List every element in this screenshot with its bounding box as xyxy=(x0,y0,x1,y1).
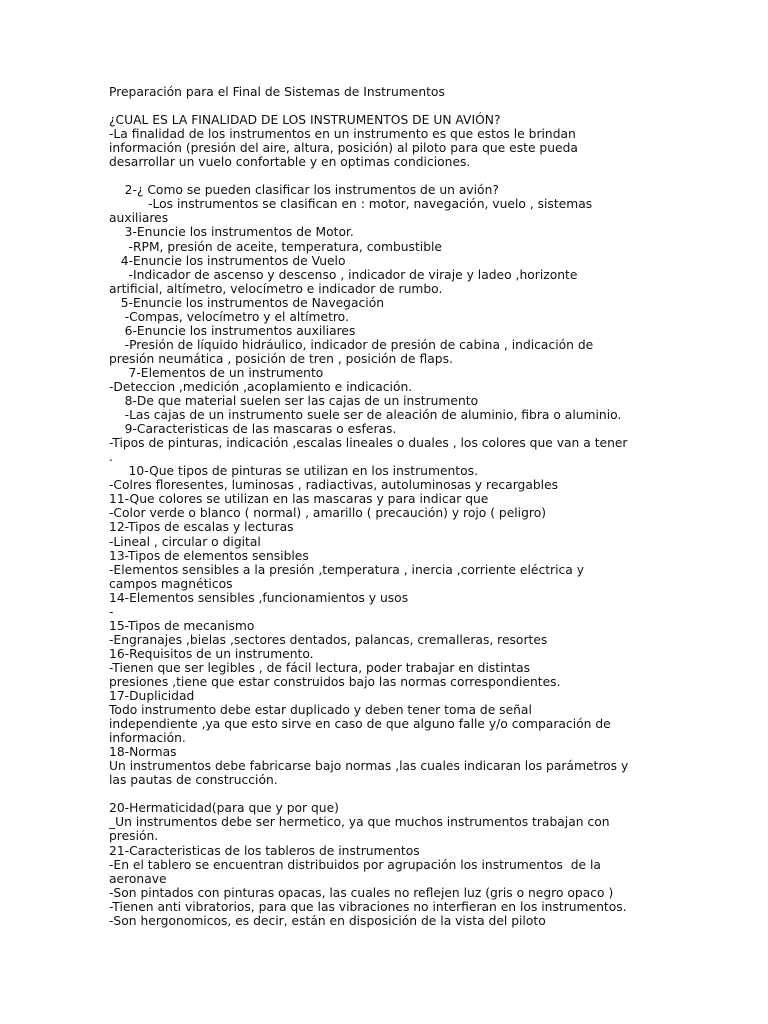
text-line: 10-Que tipos de pinturas se utilizan en los instrumentos. xyxy=(109,464,478,479)
text-line: -En el tablero se encuentran distribuidos por agrupación los instrumentos de la xyxy=(109,857,601,872)
text-line: 6-Enuncie los instrumentos auxiliares xyxy=(109,323,356,338)
blank-line xyxy=(109,169,669,183)
text-line: -Colres floresentes, luminosas , radiactivas, autoluminosas y recargables xyxy=(109,478,559,493)
text-line: Preparación para el Final de Sistemas de Instrumentos xyxy=(109,85,445,99)
text-line: 16-Requisitos de un instrumento. xyxy=(109,646,314,661)
text-line: 7-Elementos de un instrumento xyxy=(109,365,324,380)
text-line: -Tienen anti vibratorios, para que las vibraciones no interfieran en los instrumentos. xyxy=(109,899,627,914)
text-line: 4-Enuncie los instrumentos de Vuelo xyxy=(109,253,346,268)
text-line: - xyxy=(109,604,114,619)
blank-line xyxy=(109,787,669,801)
text-line: -Engranajes ,bielas ,sectores dentados, palancas, cremalleras, resortes xyxy=(109,632,548,647)
text-line: 15-Tipos de mecanismo xyxy=(109,618,255,633)
text-line: -Elementos sensibles a la presión ,temperatura , inercia ,corriente eléctrica y xyxy=(109,562,584,577)
text-line: presión neumática , posición de tren , posición de flaps. xyxy=(109,351,453,366)
text-line: 11-Que colores se utilizan en las mascaras y para indicar que xyxy=(109,492,489,507)
text-line: 13-Tipos de elementos sensibles xyxy=(109,548,309,563)
text-line: Un instrumentos debe fabricarse bajo normas ,las cuales indicaran los parámetros y xyxy=(109,759,629,774)
text-line: presión. xyxy=(109,829,159,844)
text-line: las pautas de construcción. xyxy=(109,773,278,788)
text-line: independiente ,ya que esto sirve en caso de que alguno falle y/o comparación de xyxy=(109,717,611,732)
text-line: . xyxy=(109,450,113,465)
text-line: campos magnéticos xyxy=(109,576,233,591)
text-line: 8-De que material suelen ser las cajas de un instrumento xyxy=(109,394,479,409)
text-line: 21-Caracteristicas de los tableros de instrumentos xyxy=(109,843,420,858)
text-line: 3-Enuncie los instrumentos de Motor. xyxy=(109,225,354,240)
text-line: presiones ,tiene que estar construidos bajo las normas correspondientes. xyxy=(109,674,561,689)
text-line: -Los instrumentos se clasifican en : motor, navegación, vuelo , sistemas xyxy=(109,197,593,212)
text-line: 5-Enuncie los instrumentos de Navegación xyxy=(109,295,385,310)
text-line: 9-Caracteristicas de las mascaras o esferas. xyxy=(109,422,397,437)
text-line: 18-Normas xyxy=(109,745,177,760)
text-line: 20-Hermaticidad(para que y por que) xyxy=(109,801,339,816)
text-line: -Tienen que ser legibles , de fácil lectura, poder trabajar en distintas xyxy=(109,660,531,675)
text-line: 17-Duplicidad xyxy=(109,689,195,704)
document-body xyxy=(109,85,669,928)
text-line: información (presión del aire, altura, posición) al piloto para que este pueda xyxy=(109,141,578,156)
text-line: -Presión de líquido hidráulico, indicador de presión de cabina , indicación de xyxy=(109,337,594,352)
text-line: desarrollar un vuelo confortable y en optimas condiciones. xyxy=(109,155,471,170)
text-line: -Las cajas de un instrumento suele ser de aleación de aluminio, fibra o aluminio. xyxy=(109,408,622,423)
text-line: -La finalidad de los instrumentos en un instrumento es que estos le brindan xyxy=(109,127,576,142)
text-line: 12-Tipos de escalas y lecturas xyxy=(109,520,294,535)
text-line: -Tipos de pinturas, indicación ,escalas lineales o duales , los colores que van a tener xyxy=(109,436,628,451)
text-line: -RPM, presión de aceite, temperatura, combustible xyxy=(109,239,442,254)
text-line: -Compas, velocímetro y el altímetro. xyxy=(109,309,349,324)
blank-line xyxy=(109,99,669,113)
text-line: -Color verde o blanco ( normal) , amarillo ( precaución) y rojo ( peligro) xyxy=(109,506,547,521)
text-line: -Indicador de ascenso y descenso , indicador de viraje y ladeo ,horizonte xyxy=(109,267,578,282)
text-line: -Son pintados con pinturas opacas, las cuales no reflejen luz (gris o negro opaco ) xyxy=(109,885,614,900)
text-line: 14-Elementos sensibles ,funcionamientos y usos xyxy=(109,590,409,605)
text-line: Todo instrumento debe estar duplicado y deben tener toma de señal xyxy=(109,703,532,718)
text-line: artificial, altímetro, velocímetro e indicador de rumbo. xyxy=(109,281,443,296)
text-line: 2-¿ Como se pueden clasificar los instrumentos de un avión? xyxy=(109,183,499,198)
text-line: _Un instrumentos debe ser hermetico, ya que muchos instrumentos trabajan con xyxy=(109,815,610,830)
text-line: aeronave xyxy=(109,871,167,886)
text-line: -Lineal , circular o digital xyxy=(109,534,261,549)
text-line: -Son hergonomicos, es decir, están en disposición de la vista del piloto xyxy=(109,913,546,928)
text-line: auxiliares xyxy=(109,211,169,226)
text-line: información. xyxy=(109,731,186,746)
text-line: ¿CUAL ES LA FINALIDAD DE LOS INSTRUMENTOS DE UN AVIÓN? xyxy=(109,113,501,128)
text-line: -Deteccion ,medición ,acoplamiento e indicación. xyxy=(109,379,413,394)
